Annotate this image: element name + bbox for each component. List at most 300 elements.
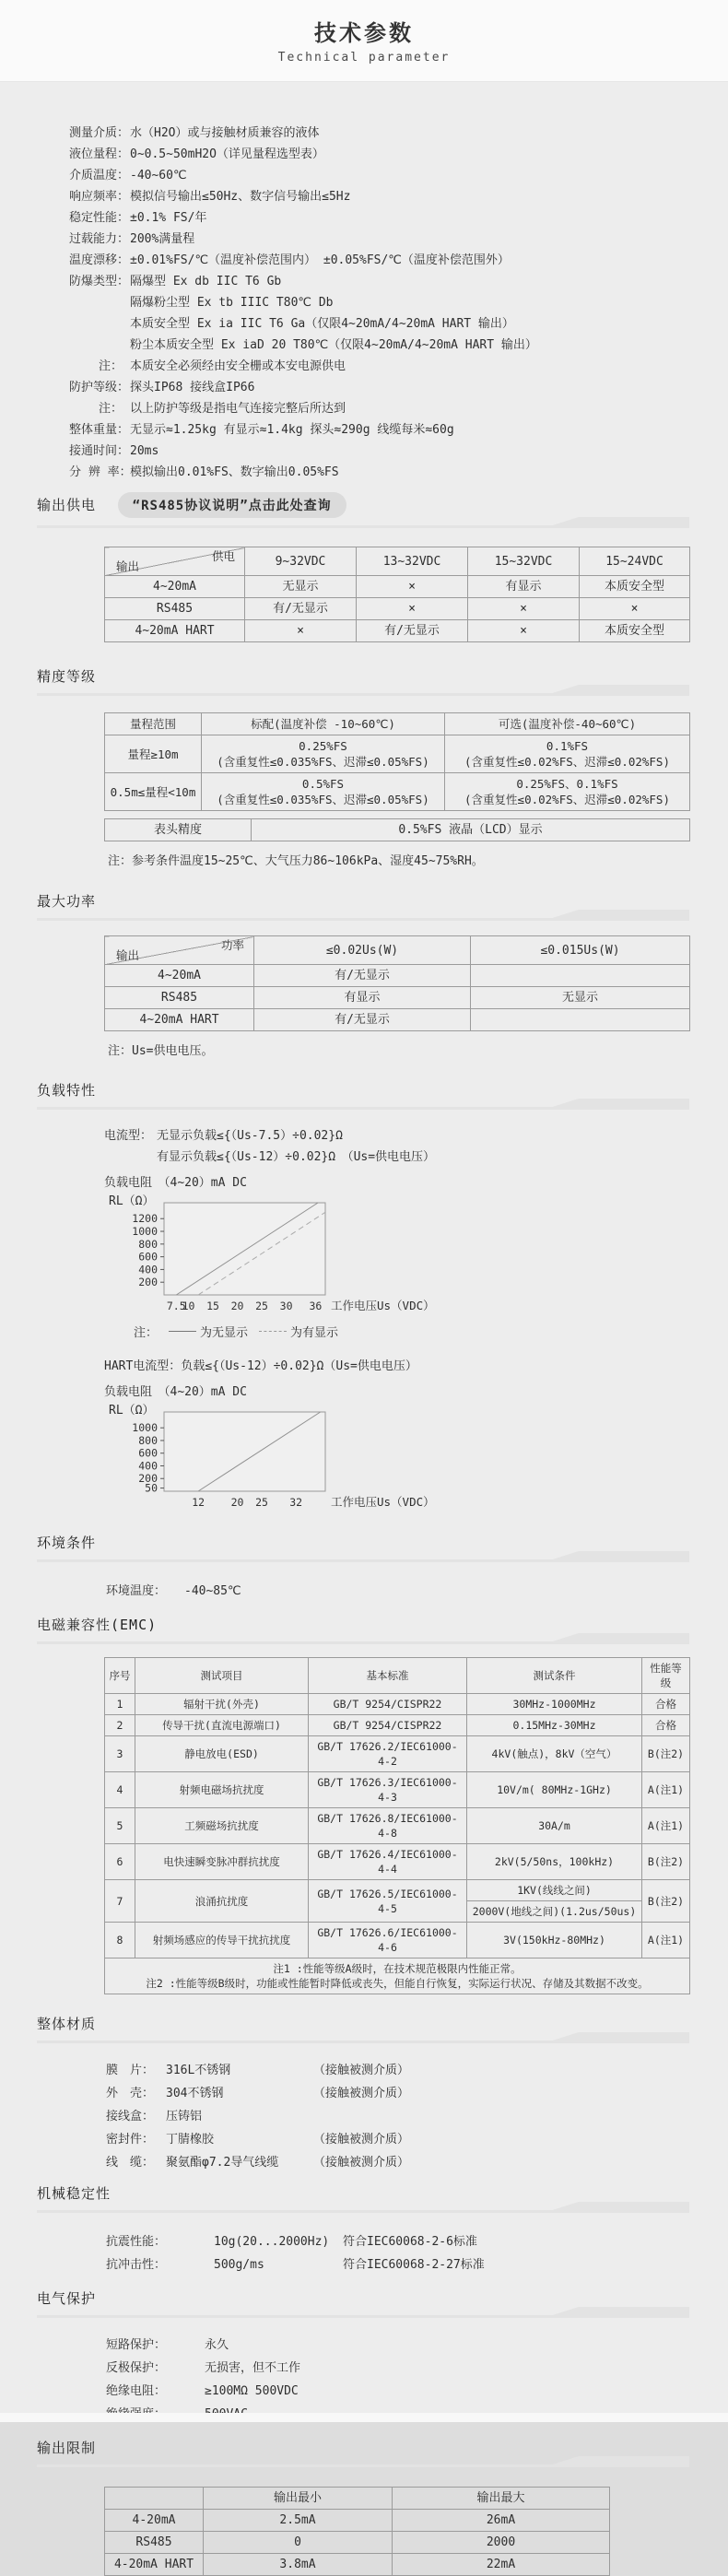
page-title: 技术参数 — [314, 20, 414, 46]
table-row — [105, 965, 690, 987]
load-formula-line — [104, 1125, 728, 1147]
kv-value: 无损害，但不工作 — [205, 2361, 301, 2375]
table-cell: RS485 — [105, 987, 254, 1009]
spec-row — [69, 186, 728, 207]
table-cell: 4~20mA HART — [105, 1009, 254, 1031]
section-title-power: 最大功率 — [37, 893, 97, 910]
table-cell: 电快速瞬变脉冲群抗扰度 — [135, 1844, 309, 1880]
spec-label: 响应频率： — [69, 190, 130, 204]
table-cell: × — [580, 598, 690, 620]
kv-row — [106, 1580, 728, 1603]
table-cell: 4~20mA — [105, 576, 245, 598]
table-cell — [467, 1880, 642, 1923]
spec-row — [69, 250, 728, 271]
dashed-line-swatch — [259, 1331, 287, 1332]
section-header-supply — [37, 492, 689, 531]
cell-line: (含重复性≤0.035%FS、迟滞≤0.05%FS) — [217, 793, 429, 806]
load-chart-current — [103, 1197, 619, 1321]
spec-label: 接通时间： — [69, 444, 130, 458]
header-cell: 输出最小 — [204, 2488, 393, 2510]
header-cell: 输出最大 — [393, 2488, 610, 2510]
spec-row — [69, 229, 728, 250]
table-cell: 静电放电(ESD) — [135, 1736, 309, 1772]
section-ribbon — [37, 1635, 689, 1647]
kv-row — [106, 2128, 728, 2151]
spec-value: ±0.1% FS/年 — [130, 211, 207, 225]
table-cell: × — [245, 620, 357, 642]
table-cell: A(注1) — [642, 1772, 690, 1808]
table-cell: 3V(150kHz-80MHz) — [467, 1923, 642, 1958]
cell-line: 0.1%FS — [546, 739, 589, 753]
table-cell — [471, 1009, 690, 1031]
table-row — [105, 2532, 610, 2554]
kv-label: 密封件： — [106, 2133, 155, 2147]
legend-prefix: 注： — [134, 1326, 159, 1340]
spec-row — [69, 335, 728, 356]
table-cell: 6 — [105, 1844, 135, 1880]
kv-row — [106, 2380, 728, 2403]
table-row — [105, 1715, 690, 1736]
x-tick-label: 25 — [255, 1496, 268, 1509]
spec-value: 本质安全型 Ex ia IIC T6 Ga（仅限4~20mA/4~20mA HART 输出） — [130, 317, 514, 331]
table-row — [105, 1808, 690, 1844]
table-cell: 无显示 — [245, 576, 357, 598]
spec-label: 过载能力： — [69, 232, 130, 246]
kv-value: 聚氨酯φ7.2导气线缆 — [166, 2156, 279, 2170]
table-row — [105, 576, 690, 598]
section-title-limits: 输出限制 — [37, 2440, 97, 2456]
table-cell: × — [468, 598, 580, 620]
table-cell: 辐射干扰(外壳) — [135, 1694, 309, 1715]
table-cell: 4 — [105, 1772, 135, 1808]
cell-line: 0.25%FS、0.1%FS — [516, 777, 618, 791]
section-header-power — [37, 891, 689, 923]
table-cell: B(注2) — [642, 1880, 690, 1923]
section-accuracy — [0, 666, 728, 868]
cell-line: 1KV(线线之间) — [467, 1880, 641, 1901]
spec-value: ±0.01%FS/℃（温度补偿范围内） ±0.05%FS/℃（温度补偿范围外） — [130, 253, 510, 267]
header-cell: 序号 — [105, 1658, 135, 1694]
table-cell: 量程≥10m — [105, 735, 202, 773]
table-cell: 2kV(5/50ns，100kHz) — [467, 1844, 642, 1880]
spec-row — [69, 207, 728, 229]
section-ribbon — [37, 2034, 689, 2046]
current-type-formulas — [0, 1125, 728, 1168]
header-cell: 标配(温度补偿 -10~60℃) — [202, 713, 445, 735]
section-supply — [0, 492, 728, 642]
spec-row — [69, 313, 728, 335]
kv-row — [106, 2082, 728, 2105]
spec-row — [69, 462, 728, 483]
spec-label: 注： — [98, 359, 123, 373]
kv-value: 压铸铝 — [166, 2110, 203, 2123]
section-title-electrical: 电气保护 — [37, 2290, 97, 2307]
header-cell: 量程范围 — [105, 713, 202, 735]
load-formula-label: 电流型： — [104, 1129, 153, 1143]
y-tick-label: 800 — [138, 1433, 158, 1447]
spec-row — [69, 356, 728, 377]
legend-label: 为无显示 — [200, 1326, 249, 1340]
header-cell: 基本标准 — [309, 1658, 467, 1694]
hart-type-formula — [104, 1356, 728, 1377]
note-line: 注2 :性能等级B级时，功能或性能暂时降低或丧失，但能自行恢复，实际运行状况、存储及其数据不改变。 — [146, 1977, 649, 1990]
table-cell: GB/T 17626.6/IEC61000-4-6 — [309, 1923, 467, 1958]
kv-value: 304不锈钢 — [166, 2087, 224, 2100]
spec-value: 200%满量程 — [130, 232, 195, 246]
emc-table — [104, 1657, 690, 1994]
section-header-mechanical — [37, 2183, 689, 2216]
hart-label: HART电流型： — [104, 1359, 182, 1373]
supply-table — [104, 547, 690, 642]
header-cell: 性能等级 — [642, 1658, 690, 1694]
x-tick-label: 30 — [279, 1300, 293, 1312]
kv-extra: （接触被测介质） — [313, 2133, 410, 2147]
load-formula-label — [104, 1147, 157, 1168]
table-header-row — [105, 2488, 610, 2510]
section-emc — [0, 1615, 728, 1994]
table-row — [105, 773, 690, 811]
section-header-material — [37, 2014, 689, 2046]
kv-value: 316L不锈钢 — [166, 2064, 231, 2077]
spec-row — [69, 292, 728, 313]
spec-row — [69, 441, 728, 462]
limits-table — [104, 2487, 610, 2576]
section-electrical — [0, 2288, 728, 2426]
page-header — [0, 0, 728, 82]
table-cell: 射频电磁场抗扰度 — [135, 1772, 309, 1808]
y-tick-label: 600 — [138, 1250, 158, 1264]
x-tick-label: 15 — [206, 1300, 219, 1312]
table-cell: 本质安全型 — [580, 576, 690, 598]
hart-value: 负载≤{（Us-12）÷0.02}Ω（Us=供电电压） — [181, 1359, 417, 1373]
header-cell: 测试条件 — [467, 1658, 642, 1694]
table-cell: 22mA — [393, 2554, 610, 2576]
kv-value: 丁腈橡胶 — [166, 2133, 215, 2147]
kv-label: 短路保护： — [106, 2338, 167, 2352]
load-formula-line — [104, 1147, 728, 1168]
table-row — [105, 1880, 690, 1923]
table-cell: 有显示 — [254, 987, 471, 1009]
diagonal-header-cell — [105, 936, 254, 965]
table-cell: GB/T 9254/CISPR22 — [309, 1715, 467, 1736]
diagonal-bottom-label: 输出 — [116, 559, 140, 573]
section-ribbon — [37, 2204, 689, 2216]
section-ribbon — [37, 2458, 689, 2470]
spec-label: 分 辨 率： — [69, 465, 132, 479]
table-row — [105, 620, 690, 642]
cell-line: (含重复性≤0.02%FS、迟滞≤0.02%FS) — [464, 755, 670, 769]
section-ribbon — [37, 1100, 689, 1112]
environment-list — [106, 1580, 728, 1603]
x-tick-label: 20 — [230, 1300, 244, 1312]
spec-label: 测量介质： — [69, 126, 130, 140]
spec-value: 探头IP68 接线盒IP66 — [130, 381, 255, 394]
section-power — [0, 891, 728, 1058]
section-title-accuracy: 精度等级 — [37, 668, 97, 685]
table-cell: 1 — [105, 1694, 135, 1715]
section-environment — [0, 1533, 728, 1603]
table-cell: 7 — [105, 1880, 135, 1923]
kv-label: 膜 片： — [106, 2064, 155, 2077]
spec-label — [69, 313, 123, 335]
kv-value: 永久 — [205, 2338, 229, 2352]
material-list — [106, 2059, 728, 2174]
table-cell: RS485 — [105, 598, 245, 620]
solid-line-swatch — [169, 1331, 196, 1332]
table-cell — [445, 773, 690, 811]
power-table — [104, 935, 690, 1031]
table-row — [105, 598, 690, 620]
header-cell: 15~32VDC — [468, 547, 580, 576]
table-cell: × — [357, 576, 468, 598]
table-header-row — [105, 1658, 690, 1694]
x-axis-title: 工作电压Us（VDC） — [331, 1495, 435, 1509]
y-tick-label: 400 — [138, 1459, 158, 1473]
table-cell: 0.5m≤量程<10m — [105, 773, 202, 811]
table-cell: RS485 — [105, 2532, 204, 2554]
table-cell: 射频场感应的传导干扰抗扰度 — [135, 1923, 309, 1958]
cell-line: 0.5%FS — [301, 777, 345, 791]
section-title-mechanical: 机械稳定性 — [37, 2185, 112, 2202]
table-cell: 10V/m( 80MHz-1GHz) — [467, 1772, 642, 1808]
spec-value: 本质安全必须经由安全栅或本安电源供电 — [130, 359, 346, 373]
table-cell: 有/无显示 — [254, 965, 471, 987]
spec-label: 稳定性能： — [69, 211, 130, 225]
table-cell: 4kV(触点)，8kV（空气） — [467, 1736, 642, 1772]
chart1-ylabel: RL（Ω） — [109, 1194, 155, 1208]
x-tick-label: 12 — [192, 1496, 205, 1509]
table-row — [105, 1844, 690, 1880]
table-cell: GB/T 17626.4/IEC61000-4-4 — [309, 1844, 467, 1880]
table-header-row — [105, 713, 690, 735]
kv-label: 抗震性能： — [106, 2235, 167, 2249]
table-cell: 有/无显示 — [245, 598, 357, 620]
cell-line: (含重复性≤0.02%FS、迟滞≤0.02%FS) — [464, 793, 670, 806]
table-cell: B(注2) — [642, 1736, 690, 1772]
section-title-environment: 环境条件 — [37, 1535, 97, 1551]
table-cell: 本质安全型 — [580, 620, 690, 642]
kv-value: 10g(20...2000Hz) — [214, 2235, 330, 2249]
table-cell: 有/无显示 — [357, 620, 468, 642]
spec-value: 模拟输出0.01%FS、数字输出0.05%FS — [130, 465, 339, 479]
spec-value: 水（H2O）或与接触材质兼容的液体 — [130, 126, 320, 140]
table-header-row — [105, 936, 690, 965]
spec-list — [69, 123, 728, 483]
section-title-load: 负载特性 — [37, 1082, 97, 1099]
y-tick-label: 1200 — [132, 1212, 158, 1226]
legend-label: 为有显示 — [290, 1326, 339, 1340]
table-cell — [471, 965, 690, 987]
spec-label — [69, 292, 123, 313]
diagonal-header-cell — [105, 547, 245, 576]
section-ribbon — [37, 687, 689, 699]
y-tick-label: 1000 — [132, 1421, 158, 1435]
table-cell: 2 — [105, 1715, 135, 1736]
section-ribbon — [37, 912, 689, 923]
section-header-electrical — [37, 2288, 689, 2321]
cell-line: 0.25%FS — [299, 739, 347, 753]
table-notes-row — [105, 1958, 690, 1994]
table-cell: × — [468, 620, 580, 642]
chart1-title: 负载电阻 （4~20）mA DC — [104, 1176, 247, 1190]
power-note: 注：Us=供电电压。 — [108, 1044, 214, 1058]
table-cell: 2.5mA — [204, 2510, 393, 2532]
table-cell: A(注1) — [642, 1923, 690, 1958]
table-row — [105, 2510, 610, 2532]
spec-label: 液位量程： — [69, 147, 130, 161]
section-header-load — [37, 1080, 689, 1112]
spec-label: 温度漂移： — [69, 253, 130, 267]
table-cell: 3.8mA — [204, 2554, 393, 2576]
section-limits — [0, 2438, 728, 2576]
table-cell — [445, 735, 690, 773]
spec-label: 介质温度： — [69, 169, 130, 182]
kv-extra: （接触被测介质） — [313, 2064, 410, 2077]
diagonal-top-label: 供电 — [211, 549, 235, 563]
kv-row — [106, 2105, 728, 2128]
table-notes — [105, 1958, 690, 1994]
section-header-emc — [37, 1615, 689, 1647]
x-tick-label: 7.5 — [166, 1300, 186, 1312]
section-mechanical — [0, 2183, 728, 2276]
y-tick-label: 50 — [145, 1481, 158, 1495]
section-material — [0, 2014, 728, 2174]
kv-extra: （接触被测介质） — [313, 2156, 410, 2170]
table-cell: 4~20mA HART — [105, 620, 245, 642]
accuracy-note: 注：参考条件温度15~25℃、大气压力86~106kPa、湿度45~75%RH。 — [108, 854, 484, 868]
kv-label: 抗冲击性： — [106, 2258, 167, 2272]
load-chart-hart — [103, 1406, 619, 1517]
kv-row — [106, 2334, 728, 2357]
header-cell: 测试项目 — [135, 1658, 309, 1694]
diagonal-bottom-label: 输出 — [116, 948, 140, 962]
electrical-list — [106, 2334, 728, 2426]
y-tick-label: 800 — [138, 1237, 158, 1251]
y-tick-label: 200 — [138, 1276, 158, 1289]
table-row — [105, 987, 690, 1009]
table-cell: 工频磁场抗扰度 — [135, 1808, 309, 1844]
kv-row — [106, 2230, 728, 2253]
table-cell: 无显示 — [471, 987, 690, 1009]
table-row — [105, 1009, 690, 1031]
kv-label: 绝缘电阻： — [106, 2384, 167, 2398]
table-cell: 0.15MHz-30MHz — [467, 1715, 642, 1736]
spec-value: 20ms — [130, 444, 159, 458]
section-ribbon — [37, 1553, 689, 1565]
note-line: 注1 :性能等级A级时，在技术规范极限内性能正常。 — [273, 1962, 522, 1975]
y-tick-label: 400 — [138, 1263, 158, 1276]
rs485-protocol-link[interactable]: “RS485协议说明”点击此处查询 — [118, 492, 346, 518]
table-cell: A(注1) — [642, 1808, 690, 1844]
spec-label: 注： — [98, 402, 123, 416]
plot-box — [164, 1203, 325, 1295]
table-cell: 3 — [105, 1736, 135, 1772]
kv-row — [106, 2357, 728, 2380]
table-cell: 合格 — [642, 1694, 690, 1715]
kv-label: 反极保护： — [106, 2361, 167, 2375]
table-cell: 有显示 — [468, 576, 580, 598]
table-row — [105, 735, 690, 773]
spec-value: 无显示≈1.25kg 有显示≈1.4kg 探头≈290g 线缆每米≈60g — [130, 423, 454, 437]
table-cell: GB/T 17626.3/IEC61000-4-3 — [309, 1772, 467, 1808]
x-tick-label: 32 — [289, 1496, 303, 1509]
table-cell: 30MHz-1000MHz — [467, 1694, 642, 1715]
page-subtitle: Technical parameter — [277, 51, 451, 65]
spec-row — [69, 144, 728, 165]
spec-label: 防护等级： — [69, 381, 130, 394]
y-tick-label: 200 — [138, 1472, 158, 1486]
table-cell — [202, 773, 445, 811]
y-tick-label: 1000 — [132, 1225, 158, 1239]
table-row — [105, 1772, 690, 1808]
x-tick-label: 20 — [230, 1496, 244, 1509]
section-ribbon — [37, 519, 689, 531]
spec-value: 粉尘本质安全型 Ex iaD 20 T80℃（仅限4~20mA/4~20mA HART 输出） — [130, 338, 537, 352]
spec-label — [69, 335, 123, 356]
kv-label: 环境温度： — [106, 1584, 167, 1598]
spec-row — [69, 419, 728, 441]
kv-row — [106, 2151, 728, 2174]
section-title-supply: 输出供电 — [37, 497, 97, 513]
spec-value: 0~0.5~50mH2O（详见量程选型表） — [130, 147, 324, 161]
table-row — [105, 2554, 610, 2576]
table-cell: GB/T 9254/CISPR22 — [309, 1694, 467, 1715]
kv-extra: 符合IEC60068-2-6标准 — [343, 2235, 477, 2249]
table-cell: 8 — [105, 1923, 135, 1958]
kv-extra: 符合IEC60068-2-27标准 — [343, 2258, 485, 2272]
section-title-material: 整体材质 — [37, 2016, 97, 2032]
spec-value: 隔爆粉尘型 Ex tb IIIC T80℃ Db — [130, 296, 334, 310]
spec-row — [69, 271, 728, 292]
gauge-accuracy-table — [104, 818, 690, 841]
table-cell: GB/T 17626.5/IEC61000-4-5 — [309, 1880, 467, 1923]
table-row — [105, 1923, 690, 1958]
x-axis-title: 工作电压Us（VDC） — [331, 1299, 435, 1312]
section-header-environment — [37, 1533, 689, 1565]
load-formula-value: 有显示负载≤{（Us-12）÷0.02}Ω （Us=供电电压） — [157, 1150, 436, 1164]
table-cell: 0 — [204, 2532, 393, 2554]
accuracy-table — [104, 712, 690, 811]
kv-label: 外 壳： — [106, 2087, 155, 2100]
table-cell: 合格 — [642, 1715, 690, 1736]
mechanical-list — [106, 2230, 728, 2276]
table-cell: GB/T 17626.8/IEC61000-4-8 — [309, 1808, 467, 1844]
header-cell: 可选(温度补偿-40~60℃) — [445, 713, 690, 735]
kv-extra: （接触被测介质） — [313, 2087, 410, 2100]
table-cell: 0.5%FS 液晶（LCD）显示 — [252, 819, 690, 841]
diagonal-top-label: 功率 — [220, 938, 244, 952]
y-tick-label: 600 — [138, 1446, 158, 1460]
table-cell: 2000 — [393, 2532, 610, 2554]
section-header-accuracy — [37, 666, 689, 699]
header-cell: ≤0.015Us(W) — [471, 936, 690, 965]
section-load — [0, 1080, 728, 1517]
header-cell — [105, 2488, 204, 2510]
table-cell: 5 — [105, 1808, 135, 1844]
header-cell: 13~32VDC — [357, 547, 468, 576]
spec-row — [69, 398, 728, 419]
plot-box — [164, 1412, 325, 1491]
spec-value: 以上防护等级是指电气连接完整后所达到 — [130, 402, 346, 416]
legend-item — [165, 1323, 248, 1340]
header-cell: 9~32VDC — [245, 547, 357, 576]
spec-row — [69, 377, 728, 398]
kv-value: 500g/ms — [214, 2258, 264, 2272]
kv-value: -40~85℃ — [184, 1584, 241, 1598]
header-cell: 15~24VDC — [580, 547, 690, 576]
table-cell: 4-20mA — [105, 2510, 204, 2532]
table-cell: 传导干扰(直流电源端口) — [135, 1715, 309, 1736]
